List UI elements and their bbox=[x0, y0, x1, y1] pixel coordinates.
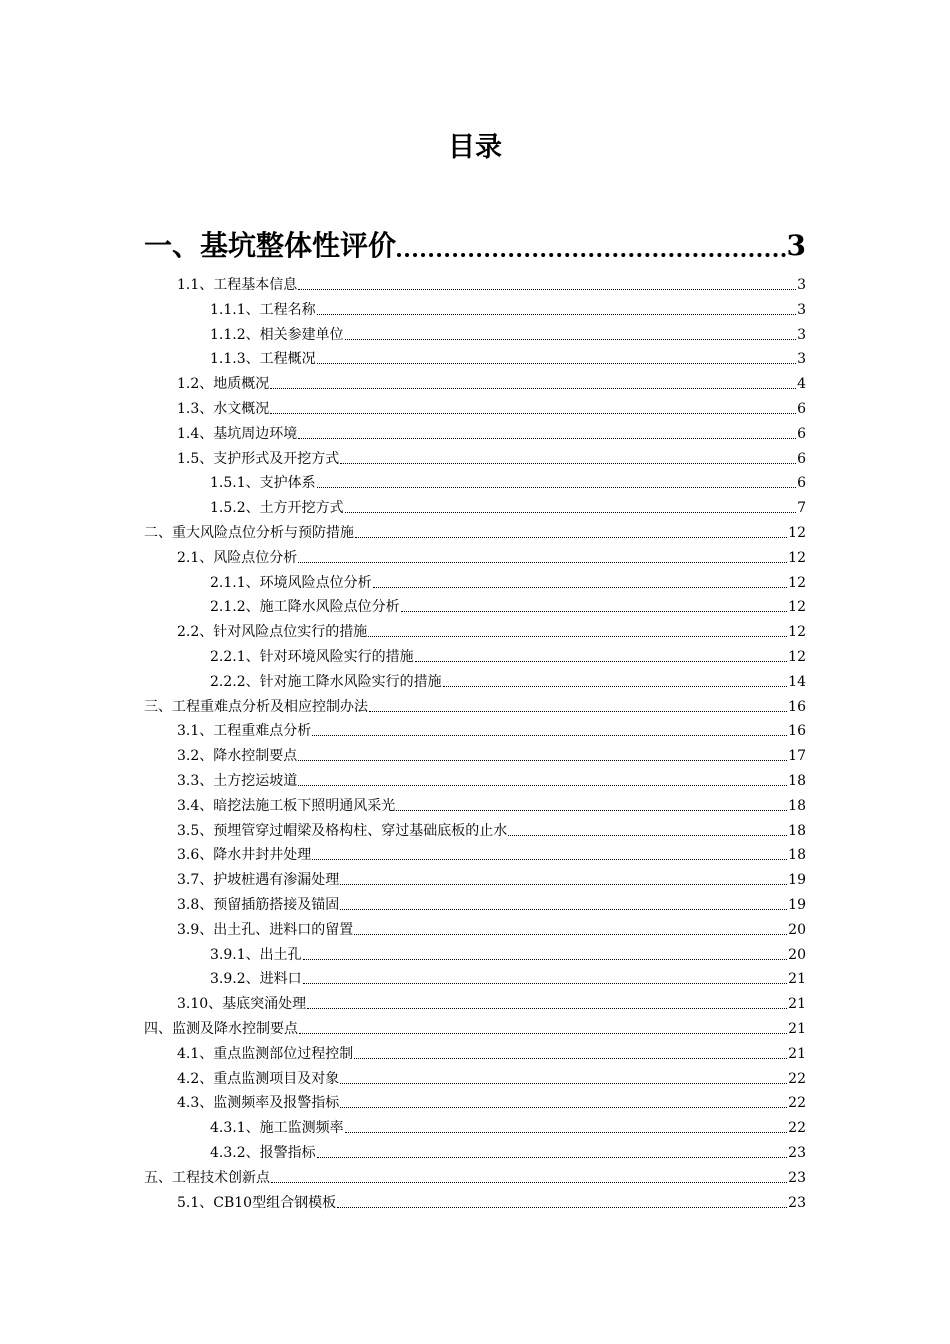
toc-page-number: 18 bbox=[788, 847, 806, 864]
dot-leader bbox=[345, 512, 796, 513]
dot-leader bbox=[401, 611, 788, 612]
dot-leader bbox=[345, 339, 796, 340]
toc-page-number: 21 bbox=[788, 1021, 806, 1037]
toc-page-number: 21 bbox=[788, 996, 806, 1013]
toc-entry[interactable] bbox=[177, 400, 806, 418]
toc-entry[interactable] bbox=[177, 375, 806, 393]
toc-entry-label: 1.1.2、相关参建单位 bbox=[210, 326, 344, 343]
toc-entry-label: 1.5、支护形式及开挖方式 bbox=[177, 450, 340, 467]
toc-entry-label: 五、工程技术创新点 bbox=[144, 1169, 270, 1186]
toc-entry-label: 3.9.1、出土孔 bbox=[210, 946, 302, 963]
dot-leader bbox=[270, 388, 796, 389]
toc-entry[interactable] bbox=[177, 276, 806, 294]
dot-leader bbox=[317, 487, 796, 488]
dot-leader bbox=[298, 438, 796, 439]
toc-entry-label: 3.10、基底突涌处理 bbox=[177, 996, 307, 1013]
toc-entry[interactable] bbox=[177, 871, 806, 889]
toc-entry-label: 1.5.2、土方开挖方式 bbox=[210, 500, 344, 517]
toc-entry-label: 二、重大风险点位分析与预防措施 bbox=[144, 525, 354, 541]
toc-page-number: 12 bbox=[788, 549, 806, 566]
toc-entry-label: 4.3、监测频率及报警指标 bbox=[177, 1095, 340, 1112]
toc-entry-label: 4.1、重点监测部位过程控制 bbox=[177, 1045, 354, 1062]
toc-page-number: 20 bbox=[788, 946, 806, 963]
toc-entry[interactable] bbox=[177, 1070, 806, 1088]
toc-entry-label: 3.7、护坡桩遇有渗漏处理 bbox=[177, 872, 340, 889]
toc-page-number: 23 bbox=[788, 1145, 806, 1161]
dot-leader bbox=[355, 537, 787, 538]
toc-page-number: 23 bbox=[788, 1169, 806, 1186]
dot-leader bbox=[354, 934, 787, 935]
toc-page-number: 18 bbox=[788, 822, 806, 839]
toc-title: 目录 bbox=[448, 132, 502, 163]
toc-entry-label: 4.2、重点监测项目及对象 bbox=[177, 1070, 340, 1087]
toc-entry[interactable] bbox=[144, 1020, 806, 1038]
toc-page-number: 21 bbox=[788, 971, 806, 988]
toc-entry[interactable] bbox=[210, 350, 806, 368]
toc-page-number: 22 bbox=[788, 1070, 806, 1087]
toc-entry[interactable] bbox=[177, 1045, 806, 1063]
toc-page-number: 3 bbox=[786, 229, 806, 262]
toc-entry[interactable] bbox=[177, 425, 806, 443]
toc-entry[interactable] bbox=[177, 822, 806, 840]
toc-entry-label: 1.1.3、工程概况 bbox=[210, 351, 316, 368]
toc-entry-label: 3.3、土方挖运坡道 bbox=[177, 773, 298, 789]
dot-leader bbox=[312, 735, 787, 736]
toc-entry[interactable] bbox=[210, 301, 806, 319]
toc-entry-label: 4.3.1、施工监测频率 bbox=[210, 1120, 344, 1137]
dot-leader bbox=[270, 413, 796, 414]
toc-entry-label: 3.2、降水控制要点 bbox=[177, 748, 298, 765]
toc-entry-label: 2.1、风险点位分析 bbox=[177, 549, 298, 566]
toc-entry-label: 2.2、针对风险点位实行的措施 bbox=[177, 624, 368, 641]
toc-entry[interactable] bbox=[177, 921, 806, 939]
dot-leader bbox=[298, 562, 787, 563]
toc-entry-label: 4.3.2、报警指标 bbox=[210, 1145, 316, 1161]
toc-page-number: 23 bbox=[788, 1194, 806, 1211]
dot-leader bbox=[397, 253, 786, 257]
dot-leader bbox=[271, 1182, 787, 1183]
toc-entry[interactable] bbox=[177, 846, 806, 864]
dot-leader bbox=[396, 810, 787, 811]
toc-entry[interactable] bbox=[210, 970, 806, 988]
toc-entry-label: 1.1.1、工程名称 bbox=[210, 301, 316, 318]
toc-entry[interactable] bbox=[210, 1144, 806, 1162]
toc-entry[interactable] bbox=[144, 524, 806, 542]
toc-page-number: 12 bbox=[788, 624, 806, 641]
toc-entry[interactable] bbox=[177, 1094, 806, 1112]
dot-leader bbox=[340, 1107, 787, 1108]
toc-entry-label: 3.5、预埋管穿过帽梁及格构柱、穿过基础底板的止水 bbox=[177, 822, 508, 839]
toc-entry[interactable] bbox=[210, 574, 806, 592]
toc-page-number: 16 bbox=[788, 698, 806, 715]
toc-entry[interactable] bbox=[210, 673, 806, 691]
toc-entry[interactable] bbox=[177, 722, 806, 740]
toc-page-number: 6 bbox=[797, 450, 806, 467]
dot-leader bbox=[373, 587, 788, 588]
dot-leader bbox=[303, 983, 788, 984]
toc-entry[interactable] bbox=[177, 772, 806, 790]
dot-leader bbox=[340, 884, 787, 885]
toc-entry-label: 2.1.1、环境风险点位分析 bbox=[210, 574, 372, 591]
toc-page-number: 3 bbox=[797, 326, 806, 343]
toc-entry-label: 5.1、CB10型组合钢模板 bbox=[177, 1194, 337, 1211]
toc-entry[interactable] bbox=[144, 229, 806, 263]
toc-entry[interactable] bbox=[210, 598, 806, 616]
toc-entry[interactable] bbox=[177, 1194, 806, 1212]
toc-page-number: 16 bbox=[788, 723, 806, 740]
toc-page-number: 4 bbox=[797, 376, 806, 393]
toc-entry-label: 3.4、暗挖法施工板下照明通风采光 bbox=[177, 797, 396, 814]
dot-leader bbox=[299, 1033, 787, 1034]
toc-entry-label: 3.8、预留插筋搭接及锚固 bbox=[177, 897, 340, 913]
toc-entry-label: 2.2.2、针对施工降水风险实行的措施 bbox=[210, 673, 442, 690]
toc-page-number: 12 bbox=[788, 599, 806, 616]
toc-page-number: 22 bbox=[788, 1120, 806, 1137]
toc-page-number: 6 bbox=[797, 475, 806, 492]
dot-leader bbox=[340, 1083, 787, 1084]
toc-page-number: 20 bbox=[788, 921, 806, 938]
toc-entry[interactable] bbox=[177, 995, 806, 1013]
dot-leader bbox=[508, 835, 787, 836]
toc-entry-label: 3.1、工程重难点分析 bbox=[177, 723, 312, 740]
toc-page-number: 12 bbox=[788, 649, 806, 665]
toc-page-number: 12 bbox=[788, 525, 806, 541]
toc-page-number: 18 bbox=[788, 797, 806, 814]
toc-page-number: 18 bbox=[788, 773, 806, 789]
toc-entry[interactable] bbox=[177, 896, 806, 914]
dot-leader bbox=[312, 859, 787, 860]
toc-page-number: 14 bbox=[788, 673, 806, 690]
dot-leader bbox=[303, 959, 788, 960]
dot-leader bbox=[345, 1132, 788, 1133]
toc-page-number: 22 bbox=[788, 1095, 806, 1112]
dot-leader bbox=[354, 1058, 787, 1059]
dot-leader bbox=[317, 314, 796, 315]
toc-entry-label: 1.3、水文概况 bbox=[177, 401, 270, 417]
dot-leader bbox=[415, 661, 788, 662]
toc-page-number: 6 bbox=[797, 401, 806, 417]
toc-entry[interactable] bbox=[144, 1169, 806, 1187]
toc-entry[interactable] bbox=[177, 623, 806, 641]
toc-entry[interactable] bbox=[210, 1119, 806, 1137]
toc-entry[interactable] bbox=[144, 698, 806, 716]
dot-leader bbox=[298, 785, 787, 786]
toc-entry[interactable] bbox=[177, 549, 806, 567]
toc-page-number: 12 bbox=[788, 574, 806, 591]
toc-entry-label: 3.9.2、进料口 bbox=[210, 971, 302, 988]
toc-entry[interactable] bbox=[210, 474, 806, 492]
dot-leader bbox=[340, 909, 787, 910]
dot-leader bbox=[317, 363, 796, 364]
toc-entry[interactable] bbox=[177, 797, 806, 815]
toc-entry-label: 2.1.2、施工降水风险点位分析 bbox=[210, 599, 400, 616]
toc-entry[interactable] bbox=[177, 450, 806, 468]
dot-leader bbox=[298, 289, 796, 290]
toc-entry-label: 1.1、工程基本信息 bbox=[177, 277, 298, 293]
toc-page-number: 17 bbox=[788, 748, 806, 765]
dot-leader bbox=[340, 463, 796, 464]
toc-entry-label: 1.5.1、支护体系 bbox=[210, 475, 316, 492]
toc-page-number: 21 bbox=[788, 1045, 806, 1062]
toc-entry[interactable] bbox=[210, 648, 806, 666]
toc-entry-label: 1.2、地质概况 bbox=[177, 376, 270, 393]
dot-leader bbox=[369, 711, 787, 712]
dot-leader bbox=[317, 1157, 788, 1158]
dot-leader bbox=[307, 1008, 787, 1009]
dot-leader bbox=[337, 1207, 787, 1208]
toc-entry-label: 3.6、降水井封井处理 bbox=[177, 847, 312, 864]
toc-entry-label: 2.2.1、针对环境风险实行的措施 bbox=[210, 649, 414, 665]
dot-leader bbox=[443, 686, 788, 687]
toc-entry-label: 三、工程重难点分析及相应控制办法 bbox=[144, 698, 368, 715]
toc-entry-label: 1.4、基坑周边环境 bbox=[177, 425, 298, 442]
dot-leader bbox=[298, 760, 787, 761]
toc-page-number: 3 bbox=[797, 277, 806, 293]
toc-entry[interactable] bbox=[177, 747, 806, 765]
toc-entry[interactable] bbox=[210, 499, 806, 517]
toc-entry-label: 四、监测及降水控制要点 bbox=[144, 1021, 298, 1037]
dot-leader bbox=[368, 636, 787, 637]
toc-page-number: 19 bbox=[788, 897, 806, 913]
toc-page-number: 7 bbox=[797, 500, 806, 517]
toc-entry-label: 3.9、出土孔、进料口的留置 bbox=[177, 921, 354, 938]
toc-page-number: 3 bbox=[797, 301, 806, 318]
toc-page-number: 19 bbox=[788, 872, 806, 889]
toc-entry[interactable] bbox=[210, 946, 806, 964]
toc-entry-label: 一、基坑整体性评价 bbox=[144, 229, 397, 262]
toc-page-number: 3 bbox=[797, 351, 806, 368]
toc-page-number: 6 bbox=[797, 425, 806, 442]
toc-entry[interactable] bbox=[210, 326, 806, 344]
